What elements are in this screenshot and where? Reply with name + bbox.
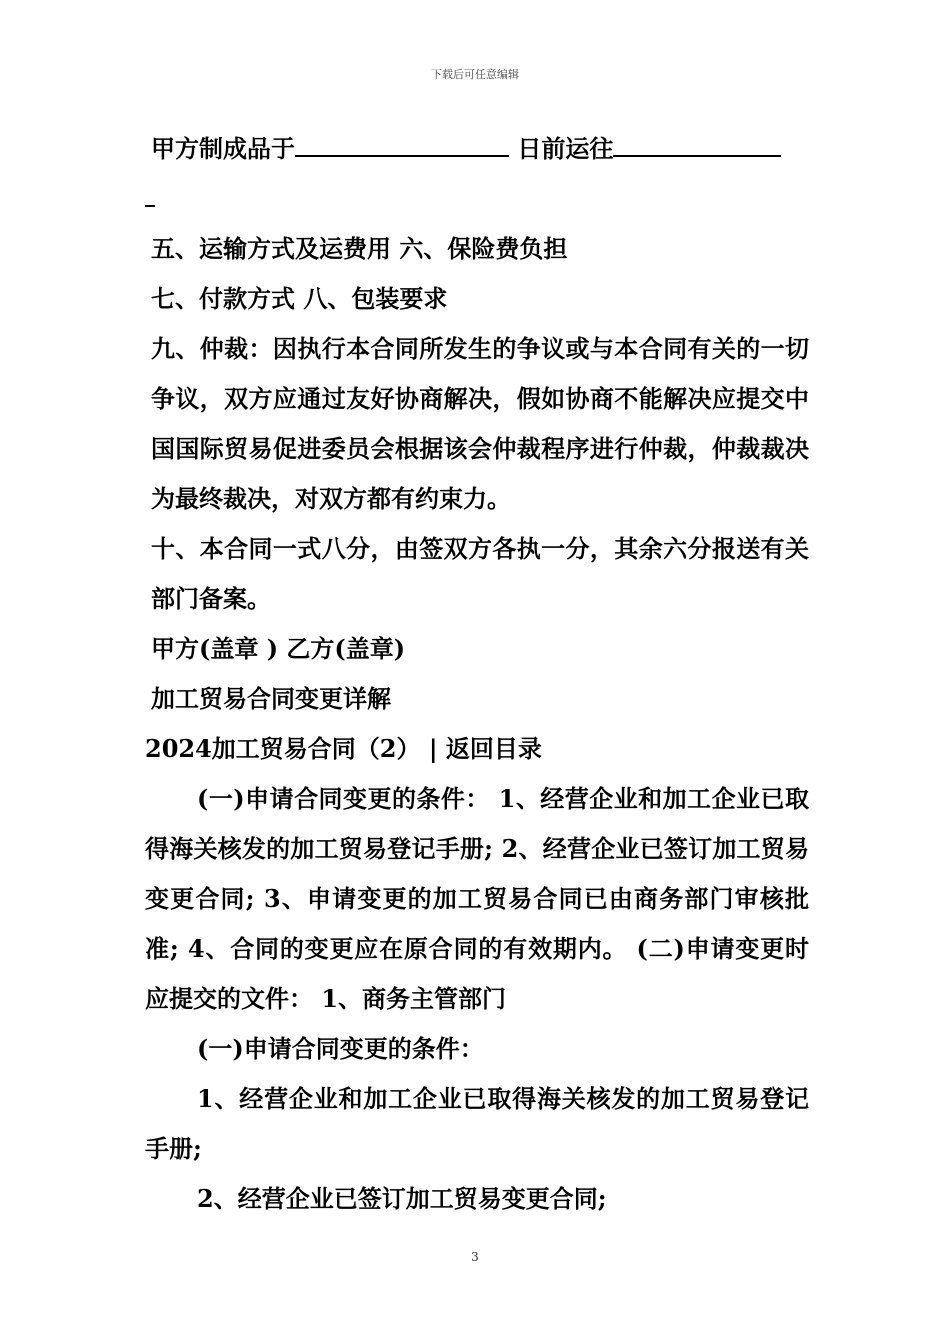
clause-payment-packaging: 七、付款方式 八、包装要求 (151, 284, 448, 313)
blank-continuation-field (145, 177, 155, 207)
condition-item-1: 1、经营企业和加工企业已取得海关核发的加工贸易登记手册; (145, 1084, 809, 1163)
conditions-heading: (一)申请合同变更的条件： (197, 1034, 484, 1063)
change-conditions-paragraph: (一)申请合同变更的条件： 1、经营企业和加工企业已取得海关核发的加工贸易登记手册; 2、经营企业已签订加工贸易变更合同; 3、申请变更的加工贸易合同已由商务部门审核批准; 4、合同的变更应在原合同的有效期内。 (二)申请变更时应提交的文件： 1、商务主管部门 (145, 784, 809, 1013)
condition-item-2: 2、经营企业已签订加工贸易变更合同; (197, 1184, 607, 1213)
page-number: 3 (471, 1250, 479, 1264)
delivery-line-text-b: 日前运往 (517, 134, 614, 163)
signature-seals: 甲方(盖章 ) 乙方(盖章) (151, 634, 406, 663)
blank-continuation (145, 174, 809, 224)
section-heading: 2024加工贸易合同（2） | 返回目录 (145, 734, 542, 763)
delivery-line-text-a: 甲方制成品于 (151, 134, 295, 163)
document-body (145, 124, 809, 1224)
page-header: 下载后可任意编辑 (431, 68, 519, 81)
blank-destination-field (613, 127, 781, 157)
delivery-line (145, 124, 809, 174)
clause-copies: 十、本合同一式八分，由签双方各执一分，其余六分报送有关部门备案。 (151, 534, 809, 613)
clause-transport-insurance: 五、运输方式及运费用 六、保险费负担 (151, 234, 568, 263)
clause-arbitration: 九、仲裁：因执行本合同所发生的争议或与本合同有关的一切争议，双方应通过友好协商解决，假如协商不能解决应提交中国国际贸易促进委员会根据该会仲裁程序进行仲裁，仲裁裁决为最终裁决，对双方都有约束力。 (151, 334, 809, 513)
section-subtitle: 加工贸易合同变更详解 (151, 684, 391, 713)
blank-date-field (295, 127, 509, 157)
